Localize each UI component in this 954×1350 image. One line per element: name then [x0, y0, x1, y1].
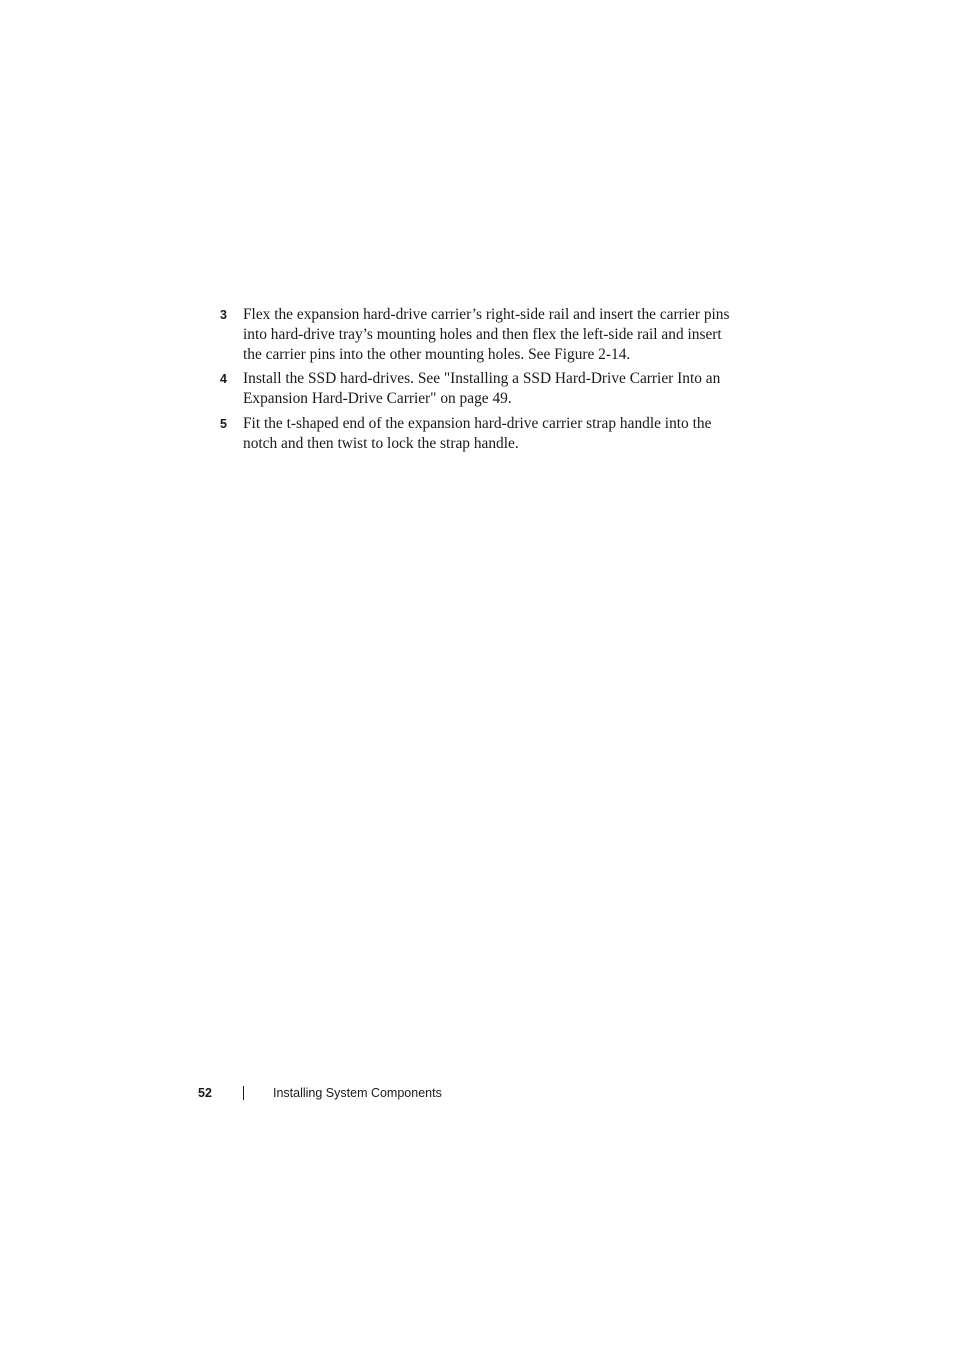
step-number: 4 — [220, 372, 227, 387]
step-item — [220, 414, 730, 454]
step-number: 3 — [220, 308, 227, 322]
procedure-steps — [220, 305, 730, 459]
step-text: Flex the expansion hard-drive carrier’s right-side rail and insert the carrier pins into hard-drive tray’s mounting holes and then flex the left-side rail and insert the carrier pins into the other mounting holes. See Figure 2-14. — [243, 306, 730, 363]
section-title: Installing System Components — [273, 1086, 442, 1100]
footer-divider — [243, 1086, 244, 1100]
step-text: Fit the t-shaped end of the expansion hard-drive carrier strap handle into the notch and then twist to lock the strap handle. — [243, 414, 712, 452]
step-item — [220, 305, 730, 364]
page-number: 52 — [198, 1086, 212, 1100]
step-item — [220, 369, 730, 409]
step-text: Install the SSD hard-drives. See "Installing a SSD Hard-Drive Carrier Into an Expansion Hard-Drive Carrier" on page 49. — [243, 370, 721, 408]
step-number: 5 — [220, 416, 227, 431]
